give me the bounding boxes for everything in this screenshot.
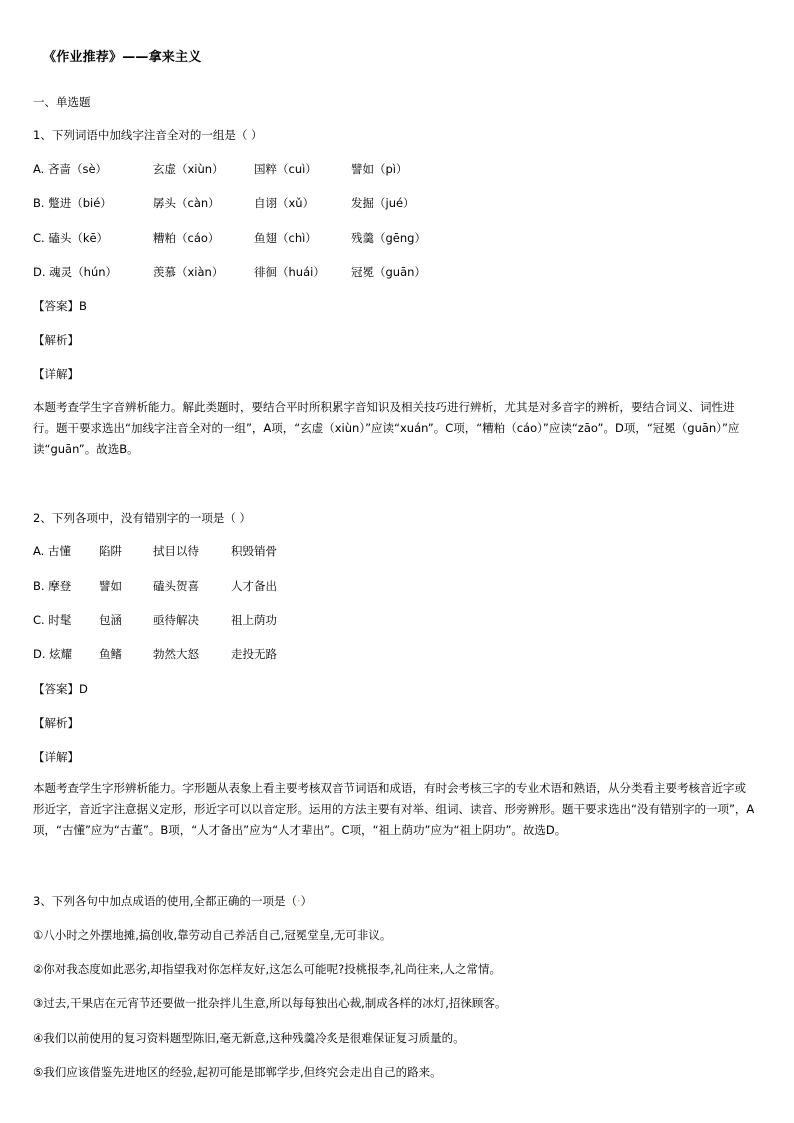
q1-option-a-item: A. 吝啬（sè） [33, 162, 108, 176]
q1-option-c-item: 残羹（gēng） [351, 231, 426, 245]
q2-analysis-label: 【解析】 [33, 716, 79, 730]
q3-stem [33, 893, 312, 909]
q3-stem-close: ） [300, 894, 313, 908]
q2-option-c-item: C. 时髦 [33, 613, 72, 627]
q2-explanation [33, 778, 755, 841]
q2-explanation-text: 本题考查学生字形辨析能力。字形题从表象上看主要考核双音节词语和成语，有时会考核三字的专业术语和熟语，从分类看主要考核音近字或形近字，音近字注意据义定形，形近字可以以音定形。运用的方法主要有对举、组词、读音、形旁辨形。题干要求选出“没有错别字的一项”，A项，“古懂”应为“古董”。B项，“人才备出”应为“人才辈出”。C项，“祖上荫功”应为“祖上阴功”。故选D。 [33, 781, 755, 837]
q3-sentence: ④我们以前使用的复习资料题型陈旧,毫无新意,这种残羹冷炙是很难保证复习质量的。 [33, 1031, 465, 1045]
q2-option-d-item: D. 炫耀 [33, 647, 73, 661]
q1-option-b-item: 孱头（càn） [153, 196, 220, 210]
q1-option-b-item: 自诩（xǔ） [254, 196, 315, 210]
q2-option-a-item: 积毁销骨 [231, 544, 277, 558]
q2-option-b-item: 人才备出 [231, 579, 277, 593]
q3-sentence: ③过去,干果店在元宵节还要做一批杂拌儿生意,所以每每独出心裁,制成各样的冰灯,招徕顾客。 [33, 996, 507, 1010]
q3-sentence: ②你对我态度如此恶劣,却指望我对你怎样友好,这怎么可能呢?投桃报李,礼尚往来,人之常情。 [33, 962, 502, 976]
q2-option-d-item: 勃然大怒 [153, 647, 199, 661]
q1-explanation [33, 397, 755, 460]
q1-answer: 【答案】B [33, 299, 87, 313]
q1-option-c-item: 糟粕（cáo） [153, 231, 220, 245]
q1-option-a-item: 国粹（cuì） [254, 162, 317, 176]
q2-option-b-item: B. 摩登 [33, 579, 72, 593]
q2-option-c-item: 祖上荫功 [231, 613, 277, 627]
q1-option-b-item: 发掘（jué） [351, 196, 415, 210]
q1-option-d-item: 冠冕（guān） [351, 265, 426, 279]
q1-option-d-item: 羡慕（xiàn） [153, 265, 224, 279]
q2-option-a-item: 拭目以待 [153, 544, 199, 558]
q1-option-d-item: 徘徊（huái） [254, 265, 325, 279]
q2-option-d-item: 鱼鳍 [99, 647, 122, 661]
q1-option-c-item: C. 磕头（kē） [33, 231, 109, 245]
q2-option-b-item: 磕头贺喜 [153, 579, 199, 593]
q2-option-c-item: 包涵 [99, 613, 122, 627]
q3-stem-mark: · [296, 894, 301, 908]
document-title: 《作业推荐》——拿来主义 [43, 50, 202, 65]
q1-analysis-label: 【解析】 [33, 333, 79, 347]
q2-stem: 2、下列各项中，没有错别字的一项是（ ） [33, 511, 251, 525]
q2-answer: 【答案】D [33, 682, 88, 696]
q2-option-a-item: 陷阱 [99, 544, 122, 558]
q3-stem-text: 3、下列各句中加点成语的使用,全都正确的一项是（ [33, 894, 297, 908]
q3-sentence: ⑤我们应该借鉴先进地区的经验,起初可能是邯郸学步,但终究会走出自己的路来。 [33, 1065, 442, 1079]
q2-option-b-item: 譬如 [99, 579, 122, 593]
q2-detail-label: 【详解】 [33, 750, 79, 764]
q2-option-a-item: A. 古懂 [33, 544, 71, 558]
q1-option-a-item: 玄虚（xiùn） [153, 162, 224, 176]
q1-explanation-text: 本题考查学生字音辨析能力。解此类题时，要结合平时所积累字音知识及相关技巧进行辨析，尤其是对多音字的辨析，要结合词义、词性进行。题干要求选出“加线字注音全对的一组”，A项，“玄虚（xiùn）”应读“xuán”。C项，“糟粕（cáo）”应读“zāo”。D项，“冠冕（guān）”应读“guān”。故选B。 [33, 400, 740, 456]
q2-option-c-item: 亟待解决 [153, 613, 199, 627]
section-heading: 一、单选题 [33, 95, 91, 109]
q3-sentence: ①八小时之外摆地摊,搞创收,靠劳动自己养活自己,冠冕堂皇,无可非议。 [33, 928, 392, 942]
q1-option-b-item: B. 蹩进（bié） [33, 196, 112, 210]
q1-detail-label: 【详解】 [33, 367, 79, 381]
q1-stem: 1、下列词语中加线字注音全对的一组是（ ） [33, 128, 263, 142]
q2-option-d-item: 走投无路 [231, 647, 277, 661]
q1-option-d-item: D. 魂灵（hún） [33, 265, 118, 279]
q1-option-a-item: 譬如（pì） [351, 162, 408, 176]
q1-option-c-item: 鱼翅（chì） [254, 231, 317, 245]
